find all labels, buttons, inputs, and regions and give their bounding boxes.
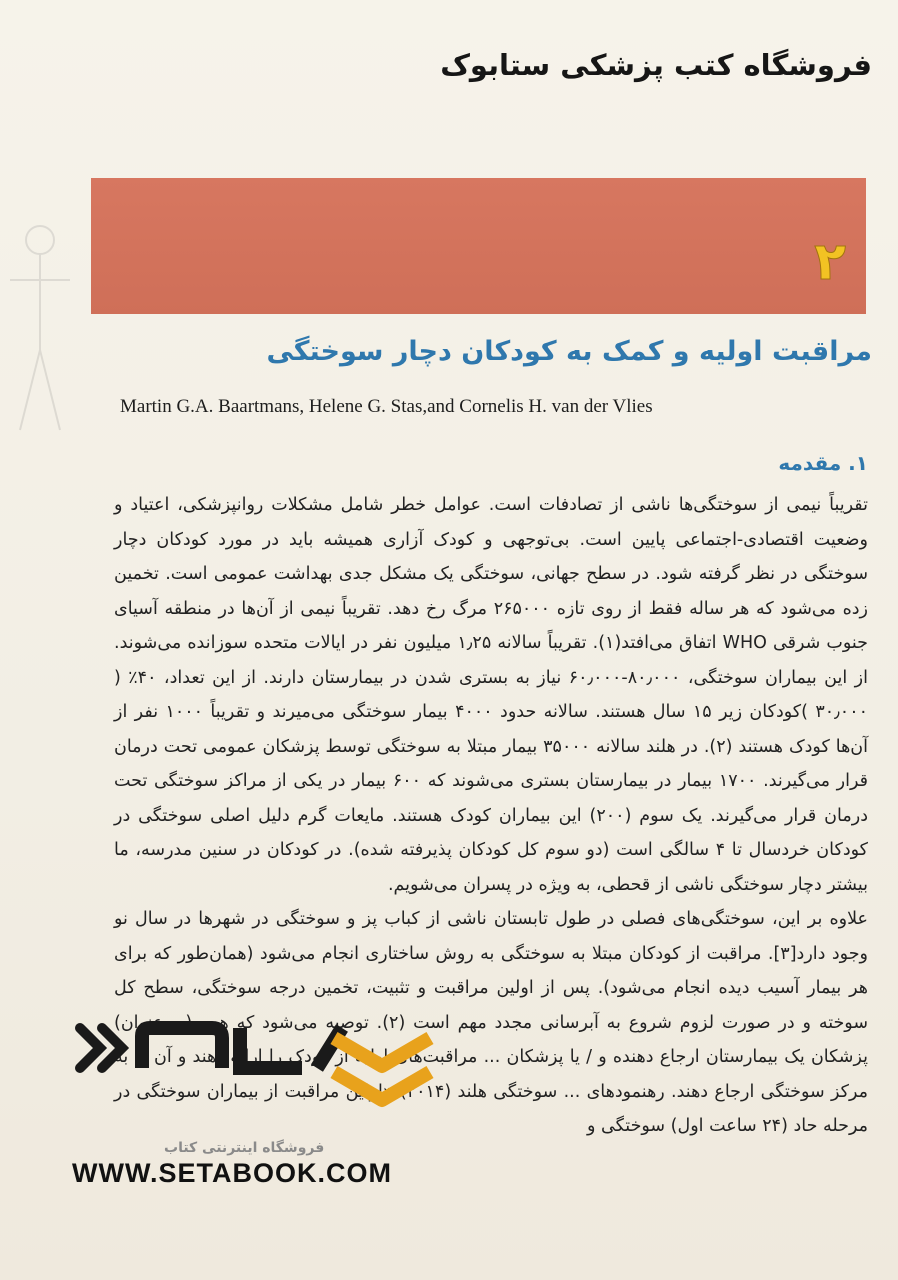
watermark-url: WWW.SETABOOK.COM <box>72 1158 392 1188</box>
store-title: فروشگاه کتب پزشکی ستابوک <box>440 48 872 82</box>
chapter-authors: Martin G.A. Baartmans, Helene G. Stas,and Cornelis H. van der Vlies <box>120 396 653 417</box>
section-heading: ۱. مقدمه <box>778 451 868 475</box>
paragraph-1: تقریباً نیمی از سوختگی‌ها ناشی از تصادفات است. عوامل خطر شامل مشکلات روانپزشکی، اعتیاد و وضعیت اقتصادی-اجتماعی پایین است. بی‌توجهی و کودک آزاری همیشه باید در مورد کودکان دچار سوختگی در نظر گرفته شود. در سطح جهانی، سوختگی یک مشکل جدی بهداشت عمومی است. تخمین زده می‌شود که هر ساله فقط از روی تازه ۲۶۵۰۰۰ مرگ رخ دهد. تقریباً نیمی از آن‌ها در منطقه آسیای جنوب شرقی WHO اتفاق می‌افتد(۱). تقریباً سالانه ۱٫۲۵ میلیون نفر در ایالات متحده سوزانده می‌شوند. از این بیماران سوختگی، ۸۰٫۰۰۰-۶۰٫۰۰۰ نیاز به بستری شدن در بیمارستان دارند. از این تعداد، ۴۰٪ ( ۳۰٫۰۰۰ )کودکان زیر ۱۵ سال هستند. سالانه حدود ۴۰۰۰ بیمار سوختگی می‌میرند و تقریباً ۱۰۰۰ نفر از آن‌ها کودک هستند (۲). در هلند سالانه ۳۵۰۰۰ بیمار مبتلا به سوختگی توسط پزشکان عمومی تحت درمان قرار می‌گیرند. ۱۷۰۰ بیمار در بیمارستان بستری می‌شوند که ۶۰۰ بیمار در یکی از مراکز سوختگی تحت درمان قرار می‌گیرند. یک سوم (۲۰۰) این بیماران کودک هستند. مایعات گرم دلیل اصلی سوختگی در کودکان خردسال تا ۴ سالگی است (دو سوم کل کودکان پذیرفته شده). در کودکان در سنین مدرسه، ما بیشتر دچار سوختگی ناشی از قحطی، به ویژه در پسران می‌شویم. <box>114 495 869 895</box>
chapter-banner <box>91 178 866 314</box>
watermark-persian-text: فروشگاه اینترنتی کتاب <box>164 1140 325 1156</box>
setabook-watermark <box>72 1008 452 1208</box>
paragraph-2: علاوه بر این، سوختگی‌های فصلی در طول تابستان ناشی از کباب پز و سوختگی در شهرها در سال نو وجود دارد[۳]. مراقبت از کودکان مبتلا به سوختگی به روش ساختاری انجام می‌شود (همان‌طور که برای هر بیمار آسیب دیده انجام می‌شود). پس از اولین مراقبت و تثبیت، تخمین درجه سوختگی، سطح کل سوخته و در صورت لزوم شروع به آبرسانی مجدد مهم است (۲). توصیه می‌شود که همه (به عنوان) پزشکان یک بیمارستان ارجاع دهنده و / یا پزشکان ... مراقبت‌های اولیه از کودک را ارائه دهند و آن را به مرکز سوختگی ارجاع دهند. رهنمودهای ... سوختگی هلند (۲۰۱۴) «اولین مراقبت از بیماران سوختگی در مرحله حاد (۲۴ ساعت اول) سوختگی و <box>114 909 869 1136</box>
chapter-number: ۲ <box>814 232 846 292</box>
setabook-logo-icon <box>72 1008 452 1148</box>
chapter-title: مراقبت اولیه و کمک به کودکان دچار سوختگی <box>266 336 872 367</box>
background-figure-illustration <box>0 200 90 460</box>
